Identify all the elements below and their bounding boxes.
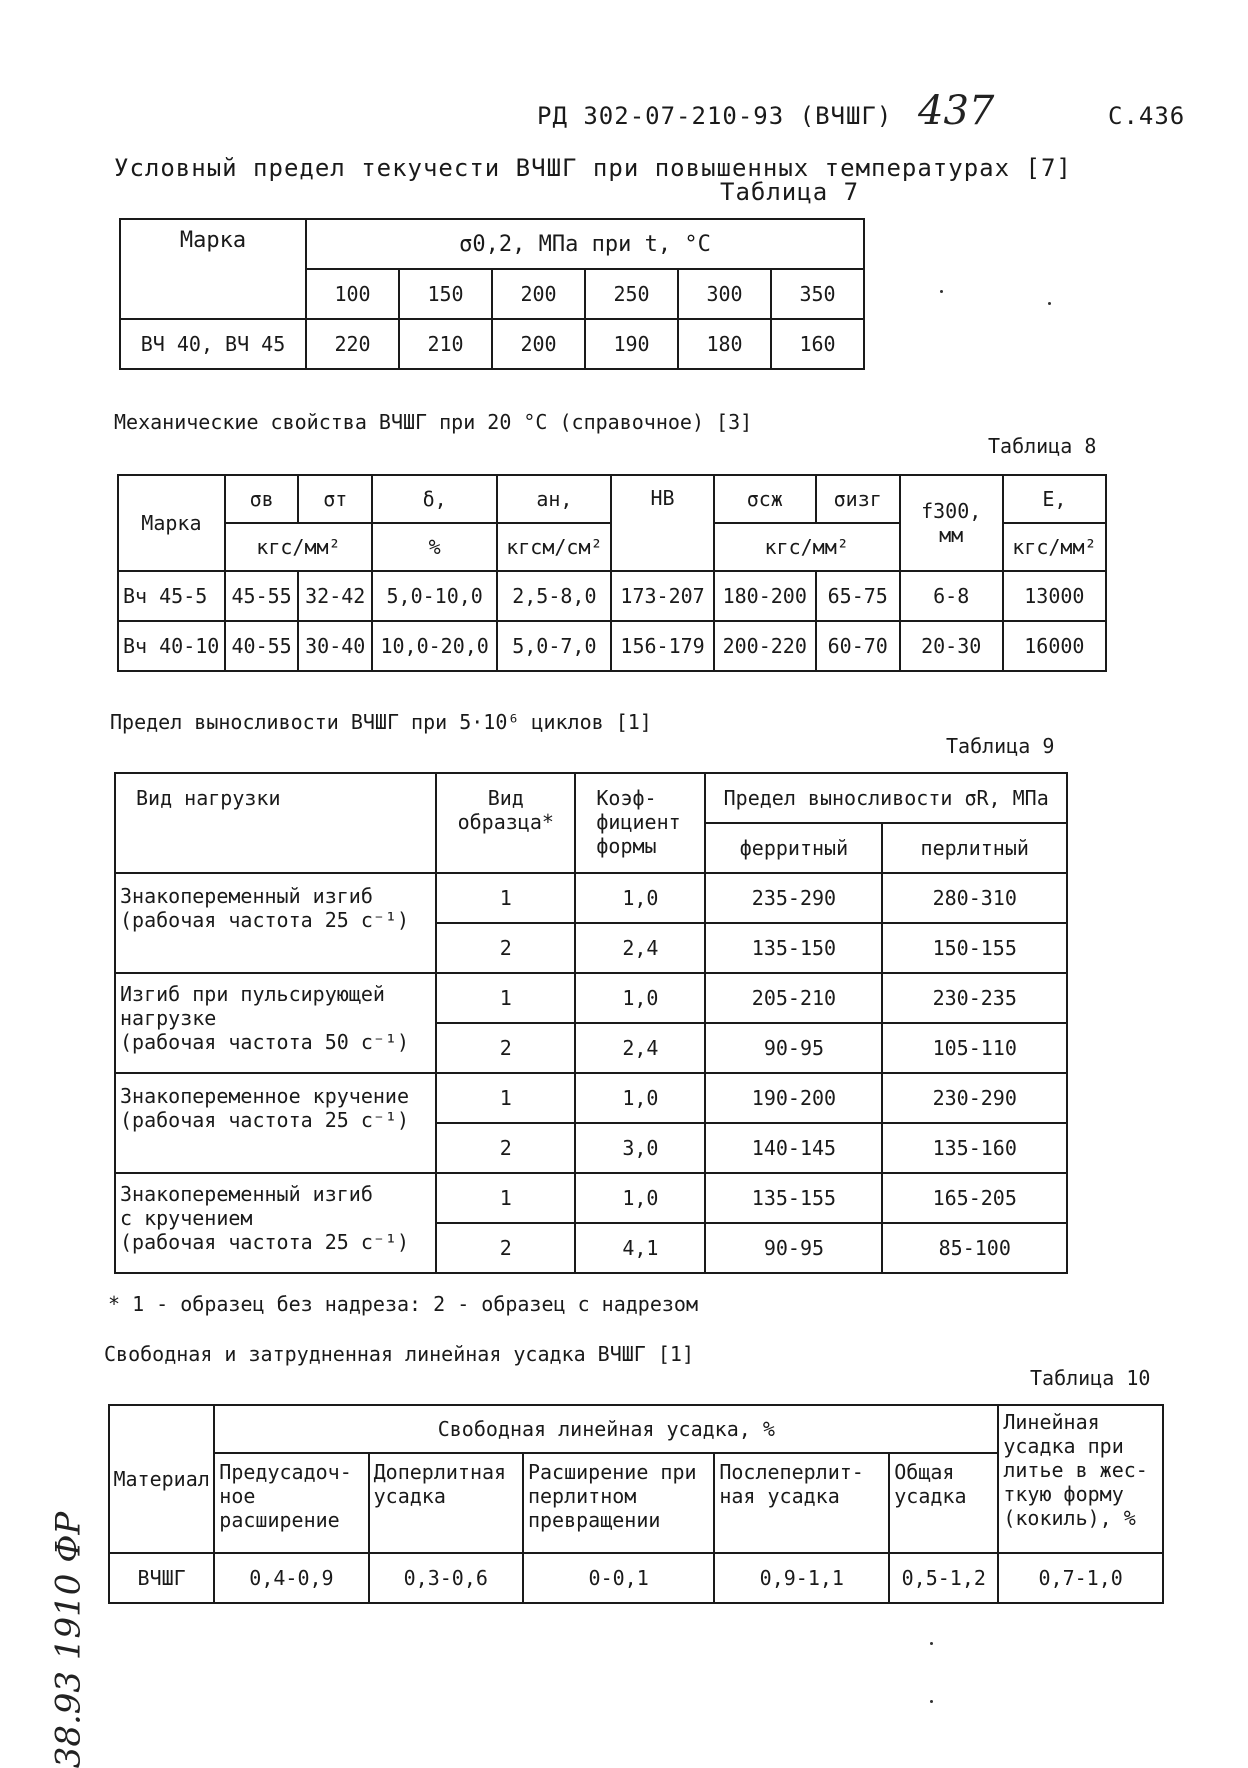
table8 [117,474,1107,672]
table8-sizg-header: σизг [816,475,900,523]
table9-coef-h3: формы [596,834,657,858]
table9-cell: 165-205 [882,1173,1067,1223]
load-line: с кручением [120,1206,253,1230]
table10-postperl-header [714,1453,889,1553]
table9-cell: 2,4 [575,1023,705,1073]
load-line: Изгиб при пульсирующей [120,982,385,1006]
load-line: (рабочая частота 25 c⁻¹) [120,1230,409,1254]
table9-cell: 230-290 [882,1073,1067,1123]
table9-load-header: Вид нагрузки [115,773,436,873]
table9-cell: 1,0 [575,1173,705,1223]
table8-cell: 5,0-7,0 [497,621,611,671]
value-cell: 180 [678,319,771,369]
table9-cell: 150-155 [882,923,1067,973]
table8-cell: 20-30 [900,621,1003,671]
table8-cell: 32-42 [298,571,372,621]
table8-cell: 10,0-20,0 [372,621,497,671]
table10-cell: 0,9-1,1 [714,1553,889,1603]
mold-line: Линейная [1003,1410,1100,1434]
table8-e-header: E, [1003,475,1106,523]
exp-line: превращении [527,1508,661,1532]
table9-cell: 135-155 [705,1173,882,1223]
mold-line: литье в жес- [1003,1458,1148,1482]
table8-an-header: aн, [497,475,611,523]
table10-cell: 0,7-1,0 [998,1553,1163,1603]
table9-cell: 1 [436,873,575,923]
pre-line: Предусадоч- [219,1460,352,1484]
table9-load-cell [115,1073,436,1173]
table9-footnote: * 1 - образец без надреза: 2 - образец с надрезом [108,1292,699,1316]
table8-cell: 5,0-10,0 [372,571,497,621]
table7-label: Таблица 7 [720,178,860,206]
load-line: Знакопеременный изгиб [120,1182,373,1206]
scan-speck [930,1642,933,1645]
table9-title: Предел выносливости ВЧШГ при 5·10⁶ циклов [1] [110,710,652,734]
table10-mold-header [998,1405,1163,1553]
table9-cell: 280-310 [882,873,1067,923]
total-line: усадка [894,1484,967,1508]
scan-speck [1048,302,1051,305]
pre-line: расширение [219,1508,340,1532]
table8-e-unit: кгс/мм² [1003,523,1106,571]
table8-kgs-unit: кгс/мм² [225,523,372,571]
table8-cell: 200-220 [714,621,816,671]
table8-cell: 2,5-8,0 [497,571,611,621]
postperl-line: ная усадка [719,1484,840,1508]
value-cell: 190 [585,319,678,369]
handwritten-page-number: 437 [918,88,995,134]
table9-cell: 2,4 [575,923,705,973]
table9-pearlitic-header: перлитный [882,823,1067,873]
table9-cell: 85-100 [882,1223,1067,1273]
table10-label: Таблица 10 [1030,1366,1151,1390]
grade-cell: ВЧ 40, ВЧ 45 [120,319,306,369]
exp-line: перлитном [527,1484,637,1508]
postperl-line: Послеперлит- [719,1460,864,1484]
table9-coef-h1: Коэф- [596,786,657,810]
mold-line: усадка при [1003,1434,1124,1458]
table9 [114,772,1068,1274]
table9-sample-h1: Вид [487,786,524,810]
table8-cell: 156-179 [611,621,713,671]
table9-cell: 1,0 [575,1073,705,1123]
table8-cell: 16000 [1003,621,1106,671]
document-code: РД 302-07-210-93 (ВЧШГ) [537,102,893,130]
table8-delta-header: δ, [372,475,497,523]
table7-title: Условный предел текучести ВЧШГ при повышенных температурах [7] [114,154,1072,182]
table9-cell: 2 [436,923,575,973]
temp-cell: 100 [306,269,399,319]
table9-cell: 2 [436,1223,575,1273]
preperl-line: усадка [373,1484,446,1508]
table10-material-cell: ВЧШГ [109,1553,214,1603]
table9-cell: 1,0 [575,973,705,1023]
load-line: (рабочая частота 50 c⁻¹) [120,1030,409,1054]
table9-cell: 90-95 [705,1023,882,1073]
table8-title: Механические свойства ВЧШГ при 20 °C (справочное) [3] [114,410,753,434]
table9-cell: 2 [436,1123,575,1173]
table9-cell: 190-200 [705,1073,882,1123]
value-cell: 210 [399,319,492,369]
pre-line: ное [219,1484,256,1508]
table9-limit-header: Предел выносливости σR, МПа [705,773,1067,823]
table9-cell: 1 [436,973,575,1023]
table10-cell: 0,3-0,6 [369,1553,523,1603]
table7 [119,218,865,370]
table9-sample-header [436,773,575,873]
mold-line: (кокиль), % [1003,1506,1136,1530]
table8-cell: 180-200 [714,571,816,621]
table9-ferritic-header: ферритный [705,823,882,873]
table9-sample-h2: образца* [457,810,554,834]
table8-label: Таблица 8 [988,434,1097,458]
table9-cell: 90-95 [705,1223,882,1273]
total-line: Общая [894,1460,955,1484]
table8-kgs2-unit: кгс/мм² [714,523,900,571]
table8-cell: 6-8 [900,571,1003,621]
table9-cell: 1 [436,1173,575,1223]
table9-cell: 205-210 [705,973,882,1023]
table8-row-grade: Вч 40-10 [118,621,225,671]
value-cell: 160 [771,319,864,369]
table8-an-unit: кгсм/см² [497,523,611,571]
table9-cell: 140-145 [705,1123,882,1173]
table8-cell: 173-207 [611,571,713,621]
load-line: (рабочая частота 25 c⁻¹) [120,908,409,932]
temp-cell: 200 [492,269,585,319]
table9-cell: 1 [436,1073,575,1123]
table8-pct-unit: % [372,523,497,571]
temp-cell: 300 [678,269,771,319]
exp-line: Расширение при [527,1460,697,1484]
table10-cell: 0,5-1,2 [889,1553,998,1603]
table9-load-cell [115,1173,436,1273]
table10-preperl-header [369,1453,523,1553]
table8-cell: 13000 [1003,571,1106,621]
preperl-line: Доперлитная [373,1460,507,1484]
margin-handwritten-note: 38.93 1910 ФР [48,1511,89,1768]
table9-coef-h2: фициент [596,810,681,834]
table9-cell: 105-110 [882,1023,1067,1073]
table10 [108,1404,1164,1604]
table10-title: Свободная и затрудненная линейная усадка ВЧШГ [1] [104,1342,695,1366]
table9-cell: 135-150 [705,923,882,973]
load-line: (рабочая частота 25 c⁻¹) [120,1108,409,1132]
scan-speck [930,1700,933,1703]
table8-cell: 30-40 [298,621,372,671]
table8-cell: 60-70 [816,621,900,671]
table9-cell: 135-160 [882,1123,1067,1173]
table8-scz-header: σсж [714,475,816,523]
load-line: Знакопеременное кручение [120,1084,409,1108]
table8-row-grade: Вч 45-5 [118,571,225,621]
table9-coef-header [575,773,705,873]
temp-cell: 350 [771,269,864,319]
table8-cell: 45-55 [225,571,299,621]
table10-cell: 0-0,1 [523,1553,714,1603]
table8-f-unit: мм [939,523,964,547]
table8-cell: 40-55 [225,621,299,671]
mold-line: ткую форму [1003,1482,1124,1506]
table8-cell: 65-75 [816,571,900,621]
table10-material-header: Материал [109,1405,214,1553]
table9-load-cell [115,973,436,1073]
temp-cell: 250 [585,269,678,319]
scan-speck [940,290,943,293]
table9-label: Таблица 9 [946,734,1055,758]
table8-f-label: f300, [921,499,982,523]
table9-load-cell [115,873,436,973]
table10-total-header [889,1453,998,1553]
page-number: С.436 [1108,102,1186,130]
table9-cell: 230-235 [882,973,1067,1023]
table10-exp-header [523,1453,714,1553]
table9-cell: 1,0 [575,873,705,923]
table7-mark-header: Марка [120,219,306,319]
load-line: Знакопеременный изгиб [120,884,373,908]
table9-cell: 235-290 [705,873,882,923]
table10-pre-header [214,1453,368,1553]
table9-cell: 2 [436,1023,575,1073]
table7-temp-header: σ0,2, МПа при t, °C [306,219,864,269]
table8-hb-header: HB [611,475,713,571]
table8-sb-header: σв [225,475,299,523]
table8-mark-header: Марка [118,475,225,571]
table10-free-header: Свободная линейная усадка, % [214,1405,998,1453]
value-cell: 220 [306,319,399,369]
temp-cell: 150 [399,269,492,319]
table8-st-header: σт [298,475,372,523]
value-cell: 200 [492,319,585,369]
load-line: нагрузке [120,1006,217,1030]
table8-f-header [900,475,1003,571]
table10-cell: 0,4-0,9 [214,1553,368,1603]
table9-cell: 3,0 [575,1123,705,1173]
table9-cell: 4,1 [575,1223,705,1273]
